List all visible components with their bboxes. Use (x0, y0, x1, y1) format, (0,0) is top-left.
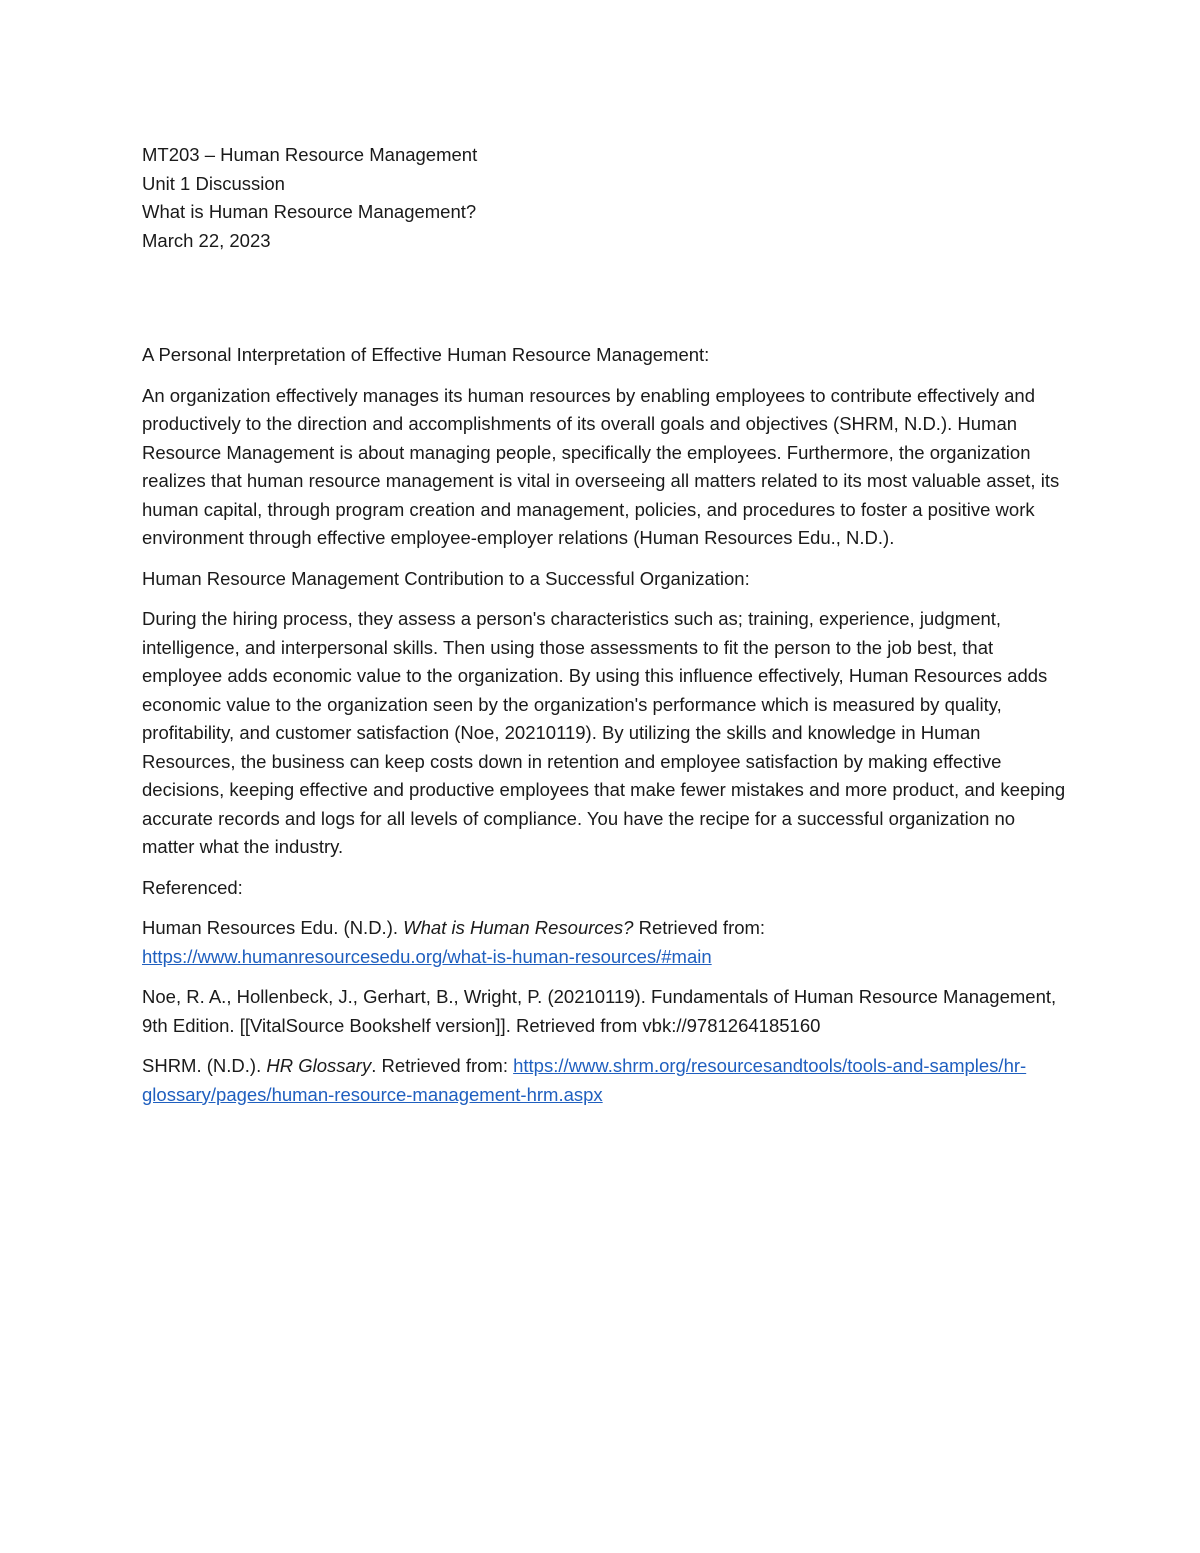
reference-1-retrieved: Retrieved from: (633, 917, 766, 938)
reference-3-title: HR Glossary (266, 1055, 372, 1076)
unit-label: Unit 1 Discussion (142, 172, 285, 194)
reference-3 (142, 1052, 1072, 1109)
reference-1-author: Human Resources Edu. (N.D.). (142, 917, 404, 938)
section-1-body: An organization effectively manages its human resources by enabling employees to contribute effectively and productively to the direction and accomplishments of its overall goals and objectives (SHRM, N.D.). Human Resource Management is about managing people, specifically the employees. Furthermore, the organization realizes that human resource management is vital in overseeing all matters related to its most valuable asset, its human capital, through program creation and management, policies, and procedures to foster a positive work environment through effective employee-employer relations (Human Resources Edu., N.D.). (142, 384, 1060, 548)
reference-1 (142, 914, 1072, 971)
document-page (142, 141, 1072, 1121)
reference-3-author: SHRM. (N.D.). (142, 1055, 267, 1076)
reference-1-link[interactable]: https://www.humanresourcesedu.org/what-is-human-resources/#main (142, 945, 712, 967)
reference-3-retrieved: . Retrieved from: (371, 1055, 514, 1076)
reference-2: Noe, R. A., Hollenbeck, J., Gerhart, B., Wright, P. (20210119). Fundamentals of Human Resource Management, 9th Edition. [[VitalSource Bookshelf version]]. Retrieved from vbk://9781264185160 (142, 986, 1057, 1036)
discussion-topic: What is Human Resource Management? (142, 201, 477, 222)
document-header (142, 141, 1072, 255)
section-2-body: During the hiring process, they assess a person's characteristics such as; training, experience, judgment, intelligence, and interpersonal skills. Then using those assessments to fit the person to the job best, that employee adds economic value to the organization. By using this influence effectively, Human Resources adds economic value to the organization seen by the organization's performance which is measured by quality, profitability, and customer satisfaction (Noe, 20210119). By utilizing the skills and knowledge in Human Resources, the business can keep costs down in retention and employee satisfaction by making effective decisions, keeping effective and productive employees that make fewer mistakes and more product, and keeping accurate records and logs for all levels of compliance. You have the recipe for a successful organization no matter what the industry. (142, 608, 1066, 857)
reference-3-link[interactable]: https://www.shrm.org/resourcesandtools/tools-and-samples/hr-glossary/pages/human-resource-management-hrm.aspx (142, 1055, 1027, 1105)
section-1-title: A Personal Interpretation of Effective Human Resource Management: (142, 344, 710, 365)
section-2-title: Human Resource Management Contribution to a Successful Organization: (142, 567, 750, 589)
course-title: MT203 – Human Resource Management (142, 144, 478, 165)
header-spacer (142, 255, 1072, 341)
references-heading: Referenced: (142, 876, 243, 898)
reference-1-title: What is Human Resources? (403, 917, 634, 938)
document-date: March 22, 2023 (142, 229, 271, 251)
